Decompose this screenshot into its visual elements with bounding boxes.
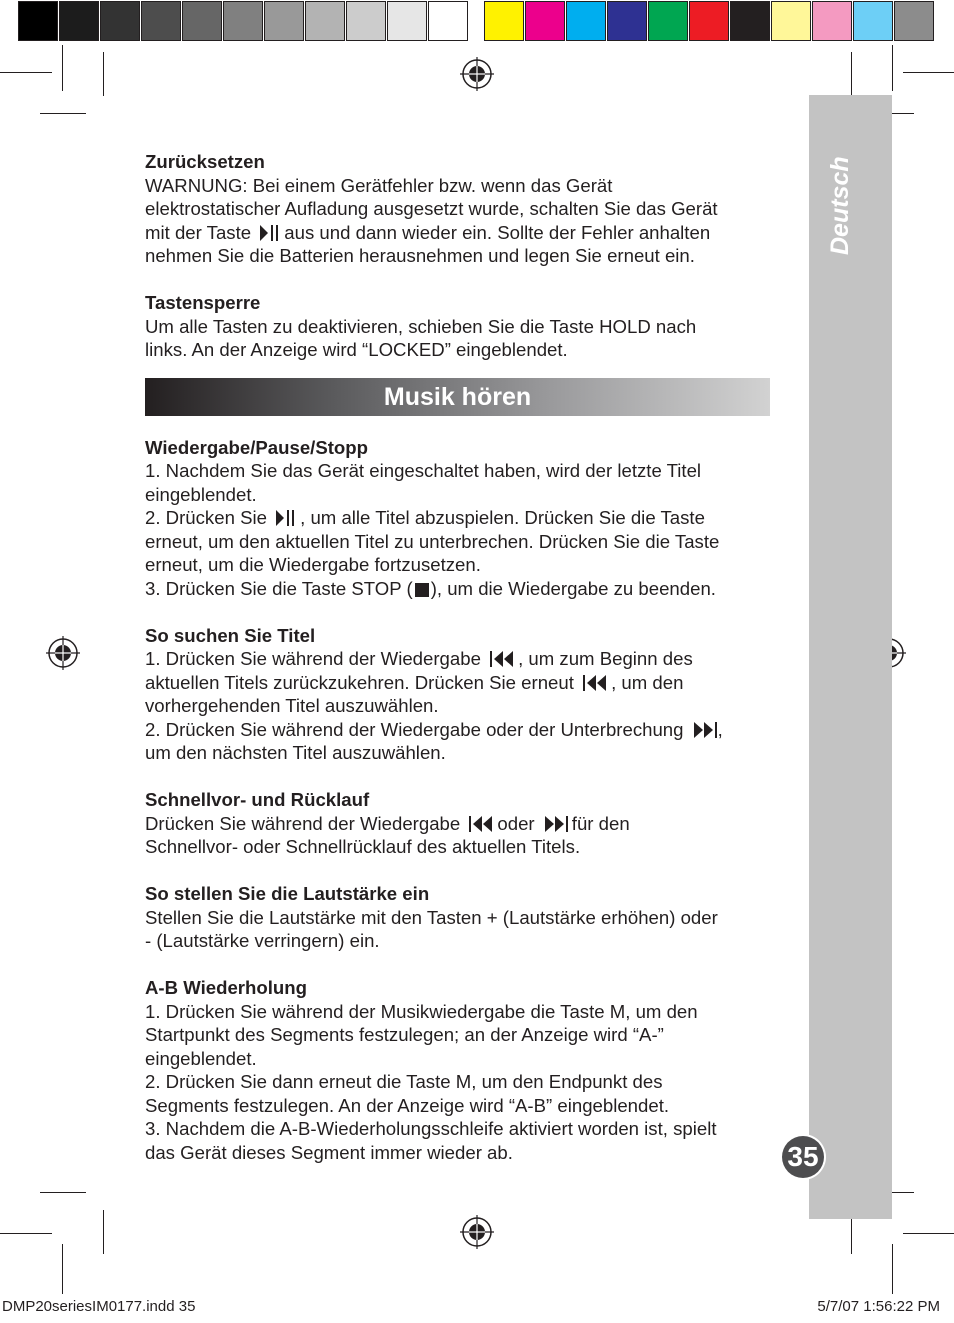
color-swatch (812, 1, 852, 41)
body-line (145, 812, 770, 836)
section-heading: Zurücksetzen (145, 151, 265, 172)
footer-file-name: DMP20seriesIM0177.indd 35 (2, 1298, 196, 1315)
color-swatch (141, 1, 181, 41)
fast-forward-icon (543, 815, 569, 833)
body-line: das Gerät dieses Segment immer wieder ab. (145, 1141, 513, 1163)
body-text: aktuellen Titels zurückzukehren. Drücken Sie erneut (145, 671, 574, 693)
crop-mark (851, 52, 852, 96)
color-swatch (730, 1, 770, 41)
color-swatch (484, 1, 524, 41)
body-text: für den (571, 812, 630, 834)
body-line (145, 577, 770, 601)
registration-mark-icon (46, 636, 80, 670)
section-heading: Wiedergabe/Pause/Stopp (145, 436, 369, 458)
body-line: Schnellvor- oder Schnellrücklauf des aktuellen Titels. (145, 836, 581, 857)
body-line: vorhergehenden Titel auszuwählen. (145, 695, 439, 716)
next-track-icon (692, 721, 718, 739)
body-text: mit der Taste (145, 221, 252, 243)
body-text: aus und dann wieder ein. Sollte der Fehler anhalten (284, 221, 711, 243)
body-line: 3. Nachdem die A-B-Wiederholungsschleife aktiviert worden ist, spielt (145, 1118, 717, 1139)
color-swatch (346, 1, 386, 41)
section-heading: Tastensperre (145, 292, 261, 313)
body-line: nehmen Sie die Batterien herausnehmen und legen Sie erneut ein. (145, 245, 695, 266)
body-line (145, 647, 770, 671)
crop-mark (0, 72, 52, 73)
crop-mark (0, 1233, 52, 1234)
play-pause-icon (275, 509, 297, 527)
body-line: erneut, um den aktuellen Titel zu unterbrechen. Drücken Sie die Taste (145, 530, 720, 552)
body-text: , (717, 718, 723, 740)
body-text: 2. Drücken Sie während der Wiedergabe oder der Unterbrechung (145, 718, 684, 740)
section-heading: A-B Wiederholung (145, 977, 307, 998)
language-tab-label: Deutsch (826, 156, 854, 255)
body-text: 3. Drücken Sie die Taste STOP ( (145, 577, 413, 599)
body-line (145, 221, 770, 245)
body-line: Segments festzulegen. An der Anzeige wird “A-B” eingeblendet. (145, 1094, 670, 1116)
body-text: 2. Drücken Sie (145, 507, 267, 528)
body-text: oder (497, 812, 535, 834)
crop-mark (892, 45, 893, 91)
body-line (145, 718, 770, 742)
color-swatch (566, 1, 606, 41)
body-line: 1. Nachdem Sie das Gerät eingeschaltet haben, wird der letzte Titel (145, 460, 702, 481)
crop-mark (62, 45, 63, 91)
body-text: , um zum Beginn des (518, 648, 693, 669)
body-line (145, 506, 770, 530)
color-swatch (689, 1, 729, 41)
crop-mark (103, 1210, 104, 1254)
color-bar (484, 1, 935, 43)
color-swatch (182, 1, 222, 41)
color-swatch (607, 1, 647, 41)
color-swatch (387, 1, 427, 41)
body-line: erneut, um die Wiedergabe fortzusetzen. (145, 554, 481, 575)
body-line: WARNUNG: Bei einem Gerätfehler bzw. wenn das Gerät (145, 174, 613, 196)
play-pause-icon (259, 224, 281, 242)
section-heading: Schnellvor- und Rücklauf (145, 789, 370, 810)
body-text: , um den (611, 671, 684, 693)
color-swatch (100, 1, 140, 41)
color-swatch (223, 1, 263, 41)
registration-mark-icon (460, 1215, 494, 1249)
crop-mark (40, 113, 86, 114)
body-line: elektrostatischer Aufladung ausgesetzt wurde, schalten Sie das Gerät (145, 198, 718, 219)
color-swatch (59, 1, 99, 41)
previous-track-icon (489, 650, 515, 668)
grayscale-bar (18, 1, 469, 43)
section-heading: So suchen Sie Titel (145, 624, 316, 646)
body-line: um den nächsten Titel auszuwählen. (145, 742, 446, 763)
body-line: links. An der Anzeige wird “LOCKED” eingeblendet. (145, 339, 568, 360)
color-swatch (18, 1, 58, 41)
stop-icon (414, 582, 430, 598)
rewind-icon (468, 815, 494, 833)
body-line: 1. Drücken Sie während der Musikwiedergabe die Taste M, um den (145, 1000, 698, 1022)
body-line: Stellen Sie die Lautstärke mit den Tasten + (Lautstärke erhöhen) oder (145, 906, 718, 928)
color-swatch (305, 1, 345, 41)
body-line: Startpunkt des Segments festzulegen; an der Anzeige wird “A-” (145, 1024, 664, 1045)
crop-mark (103, 52, 104, 96)
previous-track-icon (582, 674, 608, 692)
color-swatch (428, 1, 468, 41)
section-banner: Musik hören (145, 378, 770, 416)
body-line: Um alle Tasten zu deaktivieren, schieben Sie die Taste HOLD nach (145, 315, 697, 337)
registration-mark-icon (460, 57, 494, 91)
section-heading: So stellen Sie die Lautstärke ein (145, 883, 430, 904)
language-tab (809, 95, 892, 1219)
color-swatch (771, 1, 811, 41)
body-line: eingeblendet. (145, 1047, 257, 1069)
color-swatch (264, 1, 304, 41)
color-swatch (894, 1, 934, 41)
color-swatch (648, 1, 688, 41)
body-line: eingeblendet. (145, 483, 257, 505)
body-text: 1. Drücken Sie während der Wiedergabe (145, 648, 481, 669)
body-text: ), um die Wiedergabe zu beenden. (430, 577, 716, 599)
body-line: 2. Drücken Sie dann erneut die Taste M, um den Endpunkt des (145, 1071, 663, 1092)
page-number: 35 (782, 1136, 824, 1178)
crop-mark (40, 1192, 86, 1193)
color-swatch (525, 1, 565, 41)
body-line: - (Lautstärke verringern) ein. (145, 930, 380, 951)
crop-mark (62, 1244, 63, 1294)
body-text: Drücken Sie während der Wiedergabe (145, 812, 461, 834)
footer-timestamp: 5/7/07 1:56:22 PM (817, 1298, 940, 1315)
crop-mark (892, 1244, 893, 1294)
color-swatch (853, 1, 893, 41)
body-text: , um alle Titel abzuspielen. Drücken Sie die Taste (300, 507, 705, 528)
crop-mark (903, 1233, 954, 1234)
crop-mark (903, 72, 954, 73)
main-content (145, 150, 770, 1164)
body-line (145, 671, 770, 695)
